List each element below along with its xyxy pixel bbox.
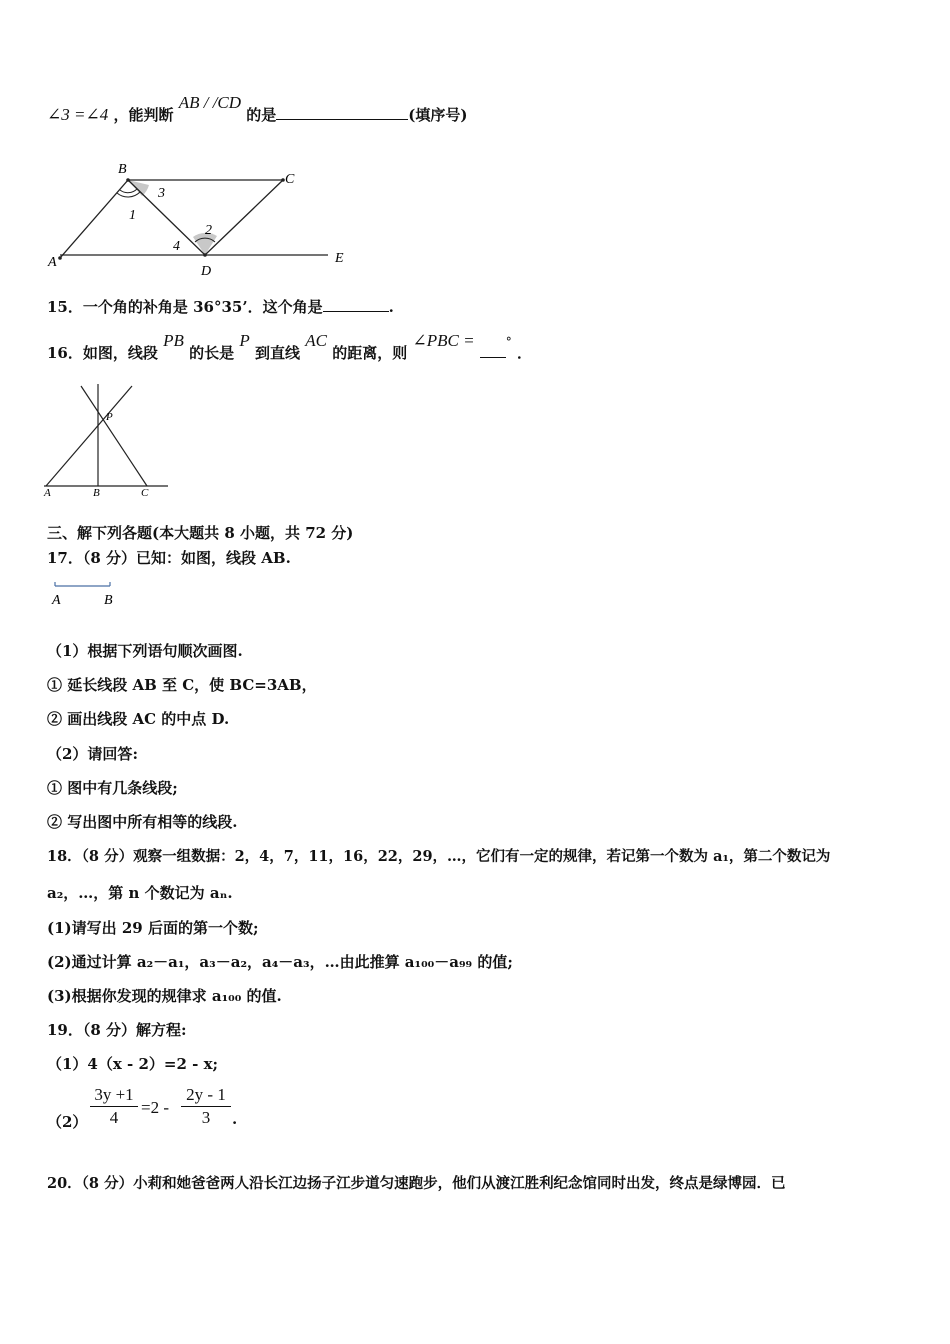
q14-line-ab — [60, 180, 128, 258]
q14-label-1: 1 — [129, 208, 136, 223]
q19-eq1: （1）4（x - 2）=2 - x; — [47, 1055, 219, 1073]
q16-end: ． — [517, 344, 533, 362]
q16-ac: AC — [305, 331, 327, 350]
q17-part2: （2）请回答: — [47, 745, 138, 763]
q14-point-d — [203, 253, 207, 257]
q19-fraction-1 — [90, 1085, 138, 1128]
q14-label-3: 3 — [158, 186, 165, 201]
q17-title: 17．（8 分）已知：如图，线段 AB. — [47, 549, 291, 567]
q16-statement — [47, 331, 533, 363]
q16-text-d: 的距离，则 — [332, 344, 408, 362]
q19-fraction-1-numerator: 3y +1 — [94, 1085, 134, 1104]
q16-label-p: P — [106, 411, 113, 423]
q16-label-c: C — [141, 487, 149, 499]
q20-text: 20．（8 分）小莉和她爸爸两人沿长江边扬子江步道匀速跑步，他们从渡江胜利纪念馆同时出发，终点是绿博园．已 — [47, 1175, 786, 1192]
q14-angle-expr: ∠3 =∠4 — [47, 105, 109, 124]
q17-ask2: ② 写出图中所有相等的线段. — [47, 813, 238, 831]
q19-fraction-2-denominator: 3 — [201, 1108, 211, 1127]
q14-label-b: B — [118, 162, 127, 177]
q14-point-a — [58, 256, 62, 260]
q14-text-a: ，能判断 — [113, 106, 174, 124]
q14-label-c: C — [285, 172, 295, 187]
q16-p: P — [239, 331, 250, 350]
q18-line2: a₂，…，第 n 个数记为 aₙ. — [47, 884, 233, 902]
q18-part1: (1)请写出 29 后面的第一个数; — [47, 919, 259, 937]
q15-end: . — [388, 298, 394, 316]
q14-text-b: 的是 — [246, 106, 277, 124]
q19-fraction-1-denominator: 4 — [109, 1108, 119, 1127]
section-3-heading: 三、解下列各题(本大题共 8 小题，共 72 分) — [47, 524, 354, 542]
q14-angle-1-arc — [120, 189, 137, 193]
q16-degree: ° — [505, 335, 512, 349]
q14-label-a: A — [48, 255, 57, 270]
q14-line-bd — [128, 180, 205, 255]
q16-pb: PB — [163, 331, 184, 350]
q14-label-2: 2 — [205, 223, 212, 238]
q16-label-b: B — [93, 487, 100, 499]
q19-fraction-2-bar — [181, 1106, 231, 1107]
q14-answer-blank — [276, 105, 408, 120]
q17-label-a: A — [52, 593, 61, 608]
q19-fraction-2-numerator: 2y - 1 — [186, 1085, 226, 1104]
q16-line-a — [46, 386, 132, 486]
q16-answer-blank — [480, 343, 506, 358]
q16-text-a: 16．如图，线段 — [47, 344, 158, 362]
q15-answer-blank — [323, 297, 389, 312]
q19-eq2-label: （2） — [47, 1113, 88, 1131]
q19-fraction-1-bar — [90, 1106, 138, 1107]
q16-line-c — [81, 386, 147, 486]
q14-parallel-expr: AB / /CD — [178, 93, 242, 112]
q19-title: 19．（8 分）解方程: — [47, 1021, 187, 1039]
q15-statement — [47, 296, 394, 317]
q19-eq2-end: . — [232, 1110, 238, 1128]
q18-part3: (3)根据你发现的规律求 a₁₀₀ 的值. — [47, 987, 282, 1005]
q17-ask1: ① 图中有几条线段; — [47, 779, 178, 797]
q18-part2: (2)通过计算 a₂－a₁，a₃－a₂，a₄－a₃，…由此推算 a₁₀₀－a₉₉ 的值; — [47, 953, 513, 971]
q16-label-a: A — [44, 487, 51, 499]
q14-label-d: D — [201, 264, 212, 279]
q17-step2: ② 画出线段 AC 的中点 D. — [47, 710, 230, 728]
q19-fraction-2 — [181, 1085, 231, 1128]
q18-line1: 18．（8 分）观察一组数据：2，4，7，11，16，22，29，…，它们有一定的规律，若记第一个数为 a₁，第二个数记为 — [47, 848, 831, 865]
q16-figure — [44, 384, 174, 499]
q14-line-cd — [205, 180, 283, 255]
q15-text: 15．一个角的补角是 36°35’．这个角是 — [47, 298, 323, 316]
q14-point-b — [126, 178, 130, 182]
q19-middle: =2 - — [141, 1098, 169, 1117]
q17-figure — [50, 578, 130, 608]
q17-part1: （1）根据下列语句顺次画图. — [47, 642, 243, 660]
q14-label-4: 4 — [173, 239, 180, 254]
q14-figure — [45, 158, 365, 278]
q16-text-c: 到直线 — [255, 344, 301, 362]
q14-text-c: (填序号) — [408, 106, 468, 124]
q14-statement — [47, 93, 468, 125]
q17-label-b: B — [104, 593, 113, 608]
q17-step1: ① 延长线段 AB 至 C，使 BC=3AB， — [47, 676, 317, 694]
q16-angle-expr: ∠PBC = — [412, 331, 475, 350]
q14-label-e: E — [335, 251, 344, 266]
q16-text-b: 的长是 — [189, 344, 235, 362]
